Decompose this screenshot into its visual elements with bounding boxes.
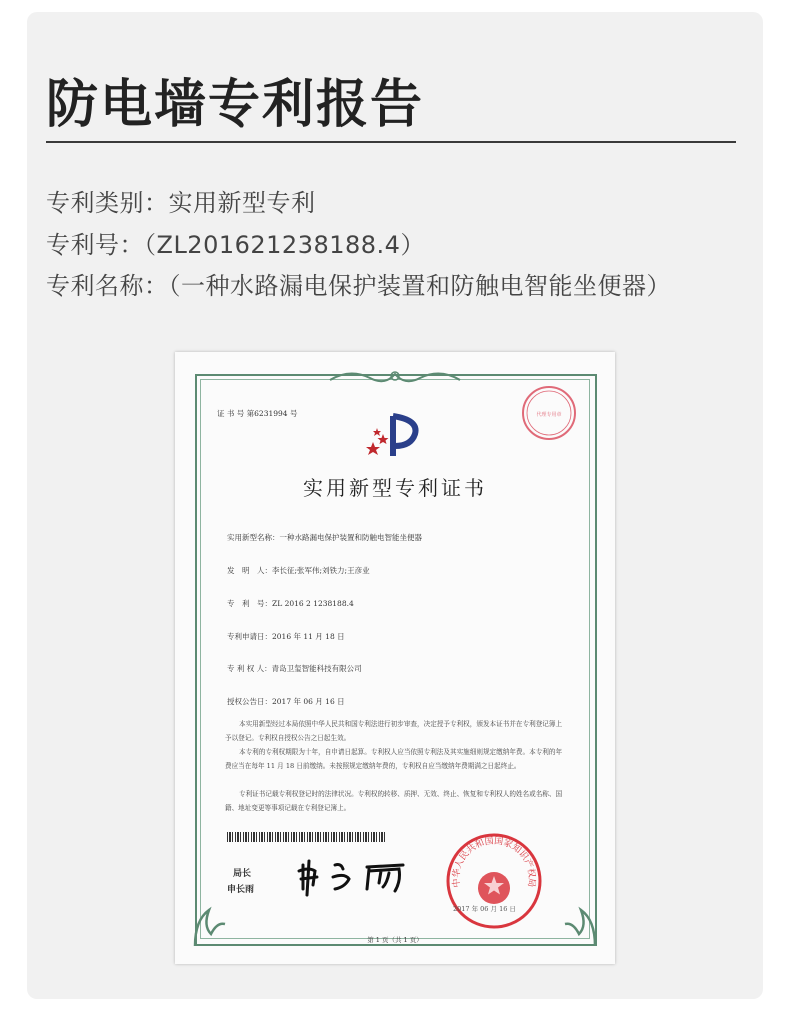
director-name: 申长雨	[227, 885, 255, 895]
patent-category: 专利类别：实用新型专利	[46, 189, 316, 217]
page-title: 防电墙专利报告	[46, 75, 425, 135]
certificate-title: 实用新型专利证书	[303, 476, 487, 500]
certificate-paragraph-2: 本专利的专利权期限为十年，自申请日起算。专利权人应当依照专利法及其实施细则规定缴纳年费。本专利的年费应当在每年 11 月 18 日前缴纳。未按照规定缴纳年费的，专利权自应当缴纳年费期满之日起终止。	[225, 748, 563, 770]
patent-name: 专利名称：（一种水路漏电保护装置和防触电智能坐便器）	[46, 272, 671, 300]
director-title: 局长	[233, 869, 252, 879]
barcode	[227, 832, 387, 842]
agency-stamp-icon	[520, 384, 578, 442]
seal-text: 中华人民共和国国家知识产权局	[451, 836, 537, 888]
inventors: 发 明 人：李长征;张军伟;刘铁力;王彦业	[227, 566, 370, 575]
patent-certificate-image	[175, 352, 615, 964]
certificate-patent-number: 专 利 号：ZL 2016 2 1238188.4	[227, 599, 354, 608]
certificate-paragraph-3: 专利证书记载专利权登记时的法律状况。专利权的转移、质押、无效、终止、恢复和专利权人的姓名或名称、国籍、地址变更等事项记载在专利登记簿上。	[225, 790, 563, 812]
title-divider	[46, 141, 736, 143]
official-seal-icon	[445, 832, 543, 930]
stamp-date: 2017 年 06 月 16 日	[453, 905, 516, 913]
patent-office-emblem-icon	[363, 412, 425, 460]
filing-date: 专利申请日：2016 年 11 月 18 日	[227, 632, 345, 641]
patent-owner: 专 利 权 人：青岛卫玺智能科技有限公司	[227, 664, 362, 673]
certificate-number: 证 书 号 第6231994 号	[217, 409, 298, 418]
certificate-paragraph-1: 本实用新型经过本局依照中华人民共和国专利法进行初步审查，决定授予专利权，颁发本证书并在专利登记簿上予以登记。专利权自授权公告之日起生效。	[225, 720, 563, 742]
top-ornament-icon	[325, 366, 465, 388]
announcement-date: 授权公告日：2017 年 06 月 16 日	[227, 697, 345, 706]
director-signature	[295, 857, 415, 897]
page-info: 第 1 页（共 1 页）	[367, 936, 423, 944]
agency-stamp-label: 代理专用章	[536, 412, 562, 418]
utility-model-name: 实用新型名称：一种水路漏电保护装置和防触电智能坐便器	[227, 533, 422, 542]
patent-number: 专利号：（ZL201621238188.4）	[46, 231, 425, 259]
